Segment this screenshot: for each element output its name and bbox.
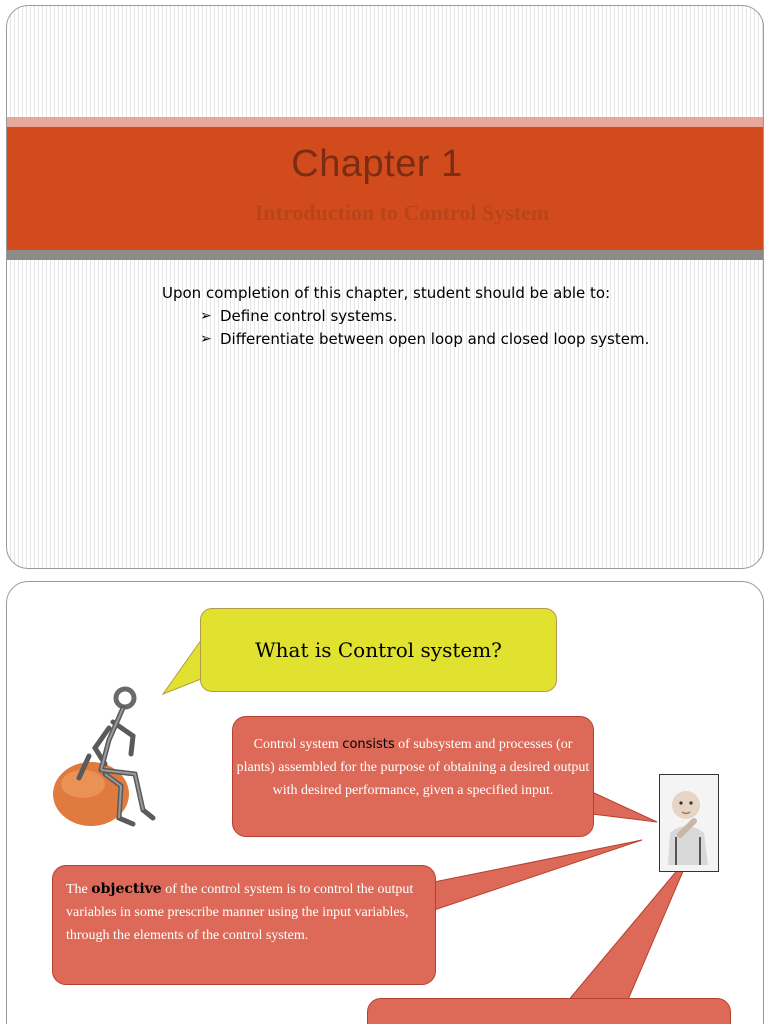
arrow-bullet-icon: ➢: [200, 308, 212, 324]
objective-text: Define control systems.: [220, 307, 398, 325]
objective-bubble-tail: [434, 840, 642, 910]
objective-text: Differentiate between open loop and closed loop system.: [220, 330, 650, 348]
question-text: What is Control system?: [255, 638, 502, 662]
definition-bubble-tail: [592, 792, 657, 822]
definition-bubble: [232, 716, 594, 837]
thinker-figure-illustration: [43, 678, 188, 838]
third-bubble: [367, 998, 731, 1024]
baby-thinking-photo: [659, 774, 719, 872]
slide-what-is-control-system: [6, 581, 764, 1024]
chapter-title: Chapter 1: [291, 143, 463, 185]
definition-keyword: consists: [342, 737, 395, 752]
definition-text-end: of subsystem and processes (or plants) assembled for the purpose of obtaining a desired output with desired performance, given a specified input.: [236, 737, 590, 798]
slide-chapter-title: [6, 5, 764, 569]
title-bar-accent-bottom: [7, 250, 763, 260]
definition-text-start: Control system: [253, 737, 343, 752]
chapter-subtitle: Introduction to Control System: [254, 200, 550, 225]
objectives-list: [162, 305, 662, 351]
objective-item: [200, 328, 662, 351]
title-bar-accent-top: [7, 117, 763, 127]
arrow-bullet-icon: ➢: [200, 331, 212, 347]
learning-objectives: [162, 282, 662, 351]
baby-icon: [660, 775, 718, 871]
objective-keyword: objective: [91, 881, 162, 897]
objectives-intro: Upon completion of this chapter, student should be able to:: [162, 284, 611, 302]
third-bubble-tail: [567, 855, 690, 1002]
objective-item: [200, 305, 662, 328]
objective-text-start: The: [66, 882, 92, 897]
question-bubble: [200, 608, 557, 692]
objective-bubble: [52, 865, 436, 985]
objective-text-end: of the control system is to control the output variables in some prescribe manner using the input variables, through the elements of the control system.: [66, 882, 414, 943]
